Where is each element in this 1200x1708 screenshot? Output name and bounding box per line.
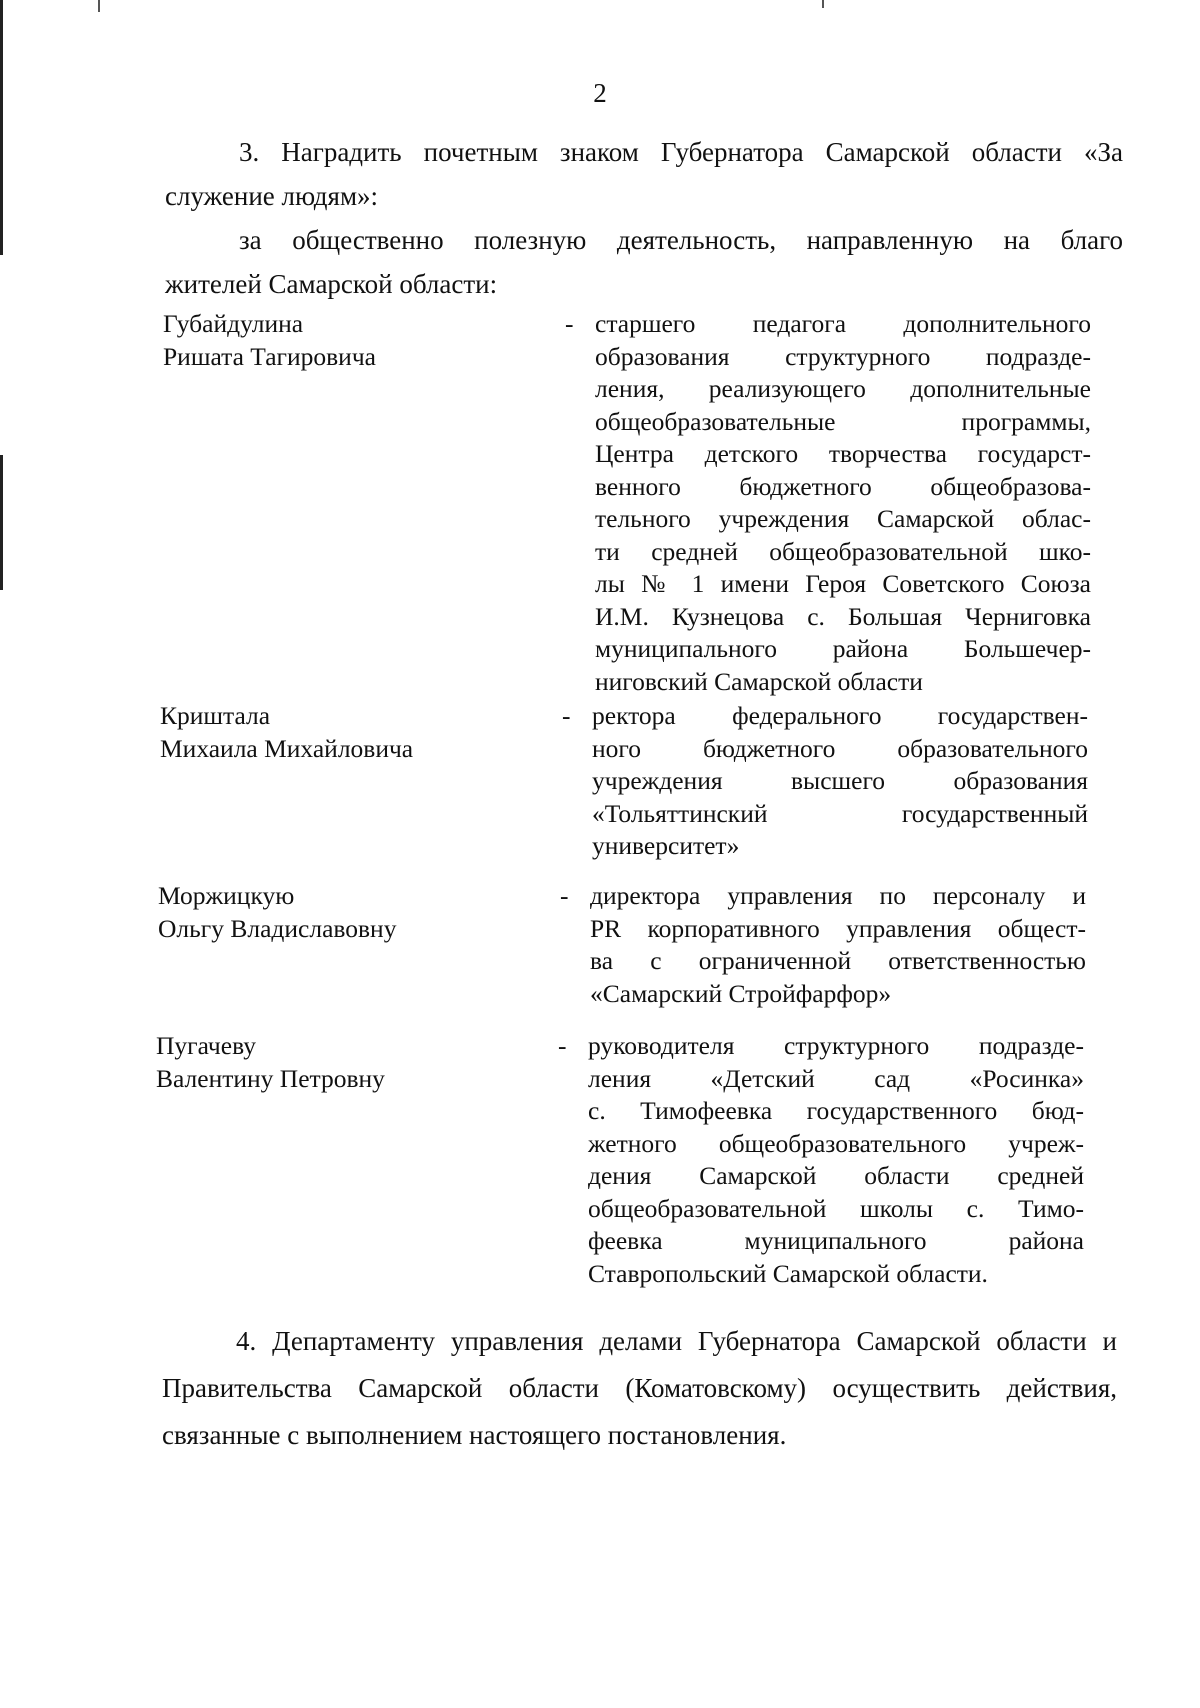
item4-line-3: связанные с выполнением настоящего постановления. [162,1420,787,1450]
awardee-given-name: Ришата Тагировича [163,341,376,371]
scan-mark-top-right [822,0,824,8]
awardee-surname: Криштала [160,701,271,730]
desc-line: образования структурного подразде- [595,341,1091,371]
desc-line: дения Самарской области средней [588,1161,1084,1190]
desc-line: руководителя структурного подразде- [588,1031,1084,1060]
awardee-name [160,700,520,765]
desc-line: И.М. Кузнецова с. Большая Черниговка [595,601,1091,631]
desc-line: тельного учреждения Самарской облас- [595,504,1091,533]
desc-line: венного бюджетного общеобразова- [595,471,1091,501]
desc-line: старшего педагога дополнительного [595,309,1091,338]
desc-line: учреждения высшего образования [592,766,1088,795]
desc-line: Ставропольский Самарской области. [588,1258,988,1288]
scan-edge-bottom [0,455,3,590]
awardee-name [163,308,523,373]
desc-line: «Тольяттинский государственный [592,798,1088,828]
desc-line: PR корпоративного управления общест- [590,913,1086,943]
desc-line: директора управления по персоналу и [590,881,1086,910]
desc-line: лы № 1 имени Героя Советского Союза [595,569,1091,598]
awardee-name [158,880,518,945]
dash: - [562,701,571,730]
desc-line: ва с ограниченной ответственностью [590,946,1086,975]
desc-line: общеобразовательные программы, [595,406,1091,436]
awardee-given-name: Михаила Михайловича [160,733,414,763]
awardee-surname: Губайдулина [163,309,304,338]
desc-line: феевка муниципального района [588,1226,1084,1255]
awardee-surname: Пугачеву [156,1031,256,1060]
awardee-description [595,308,1091,698]
desc-line: «Самарский Стройфарфор» [590,978,892,1008]
desc-line: ного бюджетного образовательного [592,733,1088,763]
desc-line: ления, реализующего дополнительные [595,374,1091,403]
item3-line-1: 3. Наградить почетным знаком Губернатора Самарской области «За [239,137,1123,167]
scan-edge-top [0,0,3,255]
desc-line: ниговский Самарской области [595,666,923,696]
item3-paragraph [165,130,1123,218]
awardee-entry [160,700,1100,870]
awardee-name [156,1030,516,1095]
awardee-entry [158,880,1098,1015]
desc-line: с. Тимофеевка государственного бюд- [588,1096,1084,1125]
desc-line: ления «Детский сад «Росинка» [588,1063,1084,1093]
desc-line: жетного общеобразовательного учреж- [588,1128,1084,1158]
item3-line-2: служение людям»: [165,181,379,211]
desc-line: ректора федерального государствен- [592,701,1088,730]
awardee-entry [156,1030,1096,1300]
awardee-description [590,880,1086,1010]
awardee-surname: Моржицкую [158,881,295,910]
desc-line: университет» [592,831,740,860]
awardee-description [592,700,1088,863]
dash: - [565,309,574,338]
desc-line: муниципального района Большечер- [595,634,1091,663]
page-number: 2 [593,78,607,108]
desc-line: общеобразовательной школы с. Тимо- [588,1193,1084,1223]
item4-line-2: Правительства Самарской области (Коматовскому) осуществить действия, [162,1373,1117,1403]
awardee-description [588,1030,1084,1290]
dash: - [560,881,569,910]
item4-paragraph [162,1318,1117,1459]
desc-line: ти средней общеобразовательной шко- [595,536,1091,566]
desc-line: Центра детского творчества государст- [595,439,1091,468]
awardee-entry [163,308,1103,708]
item3-sub-line-1: за общественно полезную деятельность, направленную на благо [239,225,1123,255]
item4-line-1: 4. Департаменту управления делами Губернатора Самарской области и [236,1326,1117,1356]
awardee-given-name: Ольгу Владиславовну [158,913,397,943]
dash: - [558,1031,567,1060]
item3-sub-line-2: жителей Самарской области: [165,269,498,299]
scan-mark-top [98,0,100,12]
awardee-given-name: Валентину Петровну [156,1063,385,1093]
item3-sub-paragraph [165,218,1123,306]
